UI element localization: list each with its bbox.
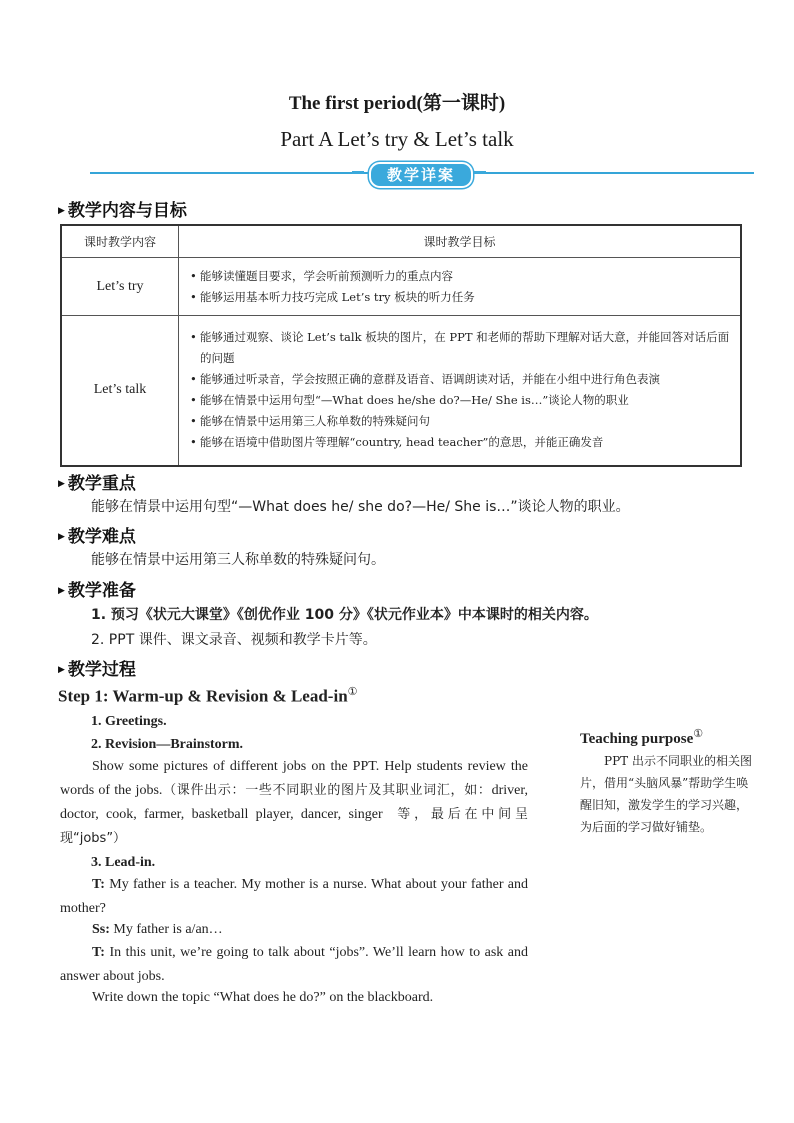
section-heading-difficult: ▶ 教学难点 <box>58 527 136 547</box>
section-heading-key: ▶ 教学重点 <box>58 474 136 494</box>
banner-dash-right <box>474 171 486 174</box>
goal-item: • 能够运用基本听力技巧完成 Let’s try 板块的听力任务 <box>190 287 733 308</box>
table-header-content: 课时教学内容 <box>61 225 179 258</box>
banner-dash-left <box>352 171 364 174</box>
write-instruction: Write down the topic “What does he do?” on the blackboard. <box>92 990 434 1005</box>
goal-item: • 能够通过听录音，学会按照正确的意群及语音、语调朗读对话，并能在小组中进行角色表演 <box>190 369 733 390</box>
leadin-heading: 3. Lead-in. <box>91 855 156 870</box>
table-row <box>61 316 741 466</box>
goal-item: • 能够在语境中借助图片等理解“country, head teacher”的意思，并能正确发音 <box>190 432 733 453</box>
triangle-bullet-icon: ▶ <box>58 479 65 489</box>
revision-paragraph: Show some pictures of different jobs on the PPT. Help students review the words of the jobs.（课件出示：一些不同职业的图片及其职业词汇，如：driver, doctor, cook, farmer, basketball player, dancer, singer 等，最后在中间呈现“jobs”） <box>60 759 528 846</box>
section-heading-prep: ▶ 教学准备 <box>58 581 136 601</box>
revision-heading: 2. Revision—Brainstorm. <box>91 737 244 752</box>
table-cell-goals <box>179 258 742 316</box>
footnote-mark: ① <box>693 728 704 740</box>
key-text: 能够在情景中运用句型“—What does he/ she do?—He/ She is…”谈论人物的职业。 <box>91 499 630 515</box>
page-subtitle: Part A Let’s try & Let’s talk <box>280 127 514 151</box>
footnote-mark: ① <box>347 686 358 698</box>
section-heading-goals: ▶ 教学内容与目标 <box>58 201 187 221</box>
goals-table <box>60 224 742 467</box>
prep-item-2: 2. PPT 课件、课文录音、视频和教学卡片等。 <box>91 632 377 648</box>
goal-item: • 能够在情景中运用第三人称单数的特殊疑问句 <box>190 411 733 432</box>
greetings-heading: 1. Greetings. <box>91 714 167 729</box>
dialogue-students: Ss: My father is a/an… <box>92 922 223 937</box>
table-cell-goals <box>179 316 742 466</box>
teaching-purpose-text: PPT 出示不同职业的相关图片，借用“头脑风暴”帮助学生唤醒旧知，激发学生的学习兴趣，为后面的学习做好铺垫。 <box>580 754 752 834</box>
table-header-row <box>61 225 741 258</box>
triangle-bullet-icon: ▶ <box>58 665 65 675</box>
prep-item-1: 1. 预习《状元大课堂》《创优作业 100 分》《状元作业本》中本课时的相关内容。 <box>91 607 598 623</box>
goal-item: • 能够读懂题目要求，学会听前预测听力的重点内容 <box>190 266 733 287</box>
table-header-goals: 课时教学目标 <box>179 225 742 258</box>
triangle-bullet-icon: ▶ <box>58 586 65 596</box>
dialogue-teacher-2: T: In this unit, we’re going to talk about “jobs”. We’ll learn how to ask and answer about jobs. <box>60 945 528 984</box>
section-banner: 教学详案 <box>369 162 473 188</box>
triangle-bullet-icon: ▶ <box>58 532 65 542</box>
step1-title: Step 1: Warm-up & Revision & Lead-in① <box>58 686 358 706</box>
table-cell-content: Let’s try <box>61 258 179 316</box>
goal-item: • 能够在情景中运用句型“—What does he/she do?—He/ She is…”谈论人物的职业 <box>190 390 733 411</box>
table-row <box>61 258 741 316</box>
page-title: The first period(第一课时) <box>288 93 506 114</box>
teaching-purpose-title: Teaching purpose① <box>580 728 704 747</box>
section-heading-process: ▶ 教学过程 <box>58 660 136 680</box>
difficult-text: 能够在情景中运用第三人称单数的特殊疑问句。 <box>91 552 385 568</box>
table-cell-content: Let’s talk <box>61 316 179 466</box>
goal-item: • 能够通过观察、谈论 Let’s talk 板块的图片，在 PPT 和老师的帮助下理解对话大意，并能回答对话后面的问题 <box>190 327 733 369</box>
triangle-bullet-icon: ▶ <box>58 206 65 216</box>
dialogue-teacher-1: T: My father is a teacher. My mother is a nurse. What about your father and mother? <box>60 877 528 916</box>
